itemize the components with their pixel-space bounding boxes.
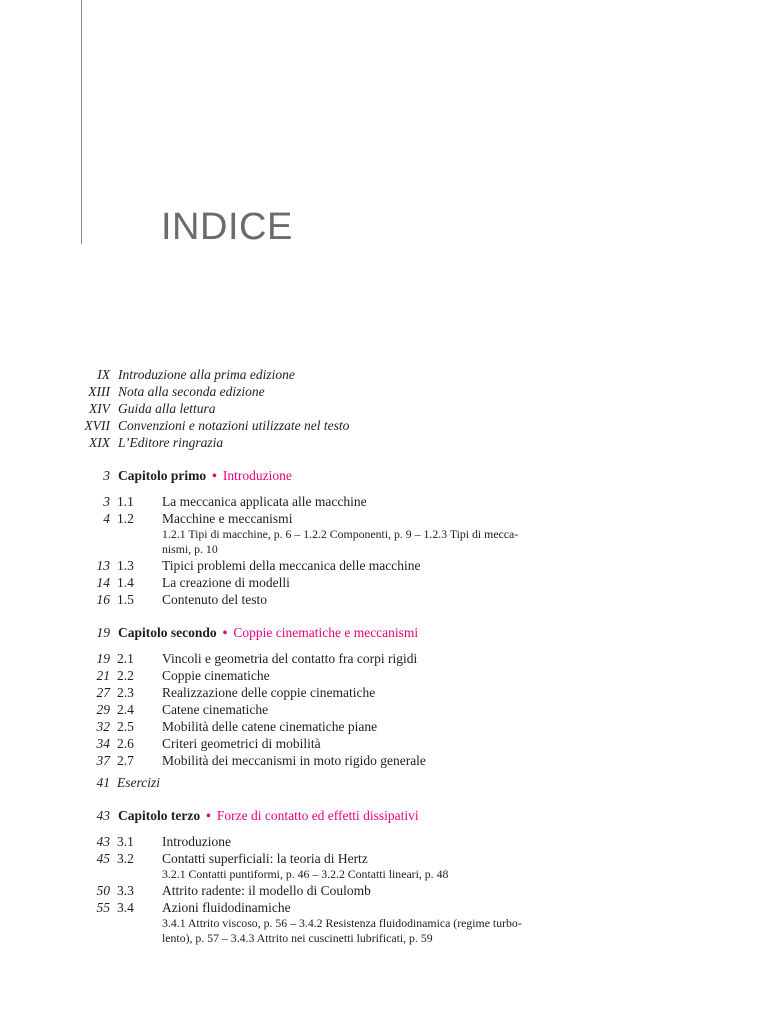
chapter-heading-2[interactable] [0, 623, 768, 643]
section-title: Macchine e meccanismi [162, 511, 293, 526]
chapter-label: Capitolo primo [118, 468, 207, 483]
section-number: 1.5 [117, 592, 134, 607]
page-number: 14 [96, 575, 110, 590]
subsection-line: 3.4.1 Attrito viscoso, p. 56 – 3.4.2 Resistenza fluidodinamica (regime turbo- [162, 916, 522, 930]
page-number: XVII [84, 418, 110, 433]
vertical-rule [81, 0, 82, 244]
section-number: 3.2 [117, 851, 134, 866]
subsection-list [0, 867, 768, 882]
section-number: 3.1 [117, 834, 134, 849]
page-title: INDICE [161, 206, 293, 248]
section-title: Vincoli e geometria del contatto fra corpi rigidi [162, 651, 418, 666]
section-title: Tipici problemi della meccanica delle macchine [162, 558, 421, 573]
exercises-title: Esercizi [117, 775, 160, 790]
section-number: 2.5 [117, 719, 134, 734]
section-title: Introduzione [162, 834, 231, 849]
entry-title: Nota alla seconda edizione [118, 384, 265, 399]
page-number: 45 [96, 851, 110, 866]
page-number: 32 [96, 719, 110, 734]
section-number: 2.2 [117, 668, 134, 683]
subsection-list [0, 916, 768, 931]
page-number: 41 [96, 775, 110, 790]
section-title: Attrito radente: il modello di Coulomb [162, 883, 371, 898]
toc-section[interactable] [0, 833, 768, 850]
page-number: 34 [96, 736, 110, 751]
page-number: XIV [89, 401, 110, 416]
page-number: IX [97, 367, 110, 382]
toc-entry[interactable] [0, 434, 768, 451]
section-title: Catene cinematiche [162, 702, 269, 717]
page-number: 3 [103, 494, 110, 509]
toc-entry[interactable] [0, 383, 768, 400]
subsection-list [0, 931, 768, 946]
toc-section[interactable] [0, 510, 768, 527]
page-number: 13 [96, 558, 110, 573]
page-number: 3 [103, 468, 110, 483]
page-number: 21 [96, 668, 110, 683]
chapter-title: Forze di contatto ed effetti dissipativi [216, 808, 419, 823]
section-title: Criteri geometrici di mobilità [162, 736, 321, 751]
front-matter [0, 366, 768, 451]
section-number: 1.4 [117, 575, 134, 590]
toc-section[interactable] [0, 701, 768, 718]
chapter-label: Capitolo terzo [118, 808, 201, 823]
page-number: 29 [96, 702, 110, 717]
toc-section[interactable] [0, 882, 768, 899]
page-number: 55 [96, 900, 110, 915]
chapter-title: Introduzione [222, 468, 292, 483]
section-title: Contatti superficiali: la teoria di Hertz [162, 851, 368, 866]
page-number: 50 [96, 883, 110, 898]
page-number: XIX [89, 435, 110, 450]
entry-title: Convenzioni e notazioni utilizzate nel testo [118, 418, 350, 433]
page-number: 43 [96, 808, 110, 823]
subsection-line: 3.2.1 Contatti puntiformi, p. 46 – 3.2.2 Contatti lineari, p. 48 [162, 867, 449, 881]
section-title: Coppie cinematiche [162, 668, 270, 683]
section-title: Mobilità delle catene cinematiche piane [162, 719, 378, 734]
chapter-heading-3[interactable] [0, 806, 768, 826]
page-number: 4 [103, 511, 110, 526]
section-title: La creazione di modelli [162, 575, 290, 590]
section-title: Realizzazione delle coppie cinematiche [162, 685, 376, 700]
section-title: La meccanica applicata alle macchine [162, 494, 367, 509]
section-number: 3.4 [117, 900, 134, 915]
entry-title: L’Editore ringrazia [118, 435, 224, 450]
section-number: 2.4 [117, 702, 134, 717]
subsection-list [0, 542, 768, 557]
section-number: 2.6 [117, 736, 134, 751]
section-number: 2.3 [117, 685, 134, 700]
table-of-contents [0, 366, 768, 946]
toc-section[interactable] [0, 650, 768, 667]
page-number: XIII [88, 384, 110, 399]
page-number: 37 [96, 753, 110, 768]
toc-section[interactable] [0, 718, 768, 735]
page-number: 16 [96, 592, 110, 607]
bullet-separator: • [206, 808, 211, 823]
toc-section[interactable] [0, 735, 768, 752]
section-number: 1.1 [117, 494, 134, 509]
toc-section[interactable] [0, 574, 768, 591]
section-number: 3.3 [117, 883, 134, 898]
section-number: 1.3 [117, 558, 134, 573]
toc-entry[interactable] [0, 366, 768, 383]
toc-section[interactable] [0, 493, 768, 510]
chapter-heading-1[interactable] [0, 466, 768, 486]
toc-section[interactable] [0, 667, 768, 684]
toc-section[interactable] [0, 557, 768, 574]
section-number: 2.1 [117, 651, 134, 666]
page-number: 43 [96, 834, 110, 849]
subsection-line: 1.2.1 Tipi di macchine, p. 6 – 1.2.2 Componenti, p. 9 – 1.2.3 Tipi di mecca- [162, 527, 519, 541]
toc-section[interactable] [0, 752, 768, 769]
subsection-line: nismi, p. 10 [162, 542, 218, 556]
toc-section[interactable] [0, 899, 768, 916]
page-number: 19 [96, 625, 110, 640]
toc-section[interactable] [0, 591, 768, 608]
toc-entry[interactable] [0, 400, 768, 417]
bullet-separator: • [212, 468, 217, 483]
section-number: 2.7 [117, 753, 134, 768]
entry-title: Introduzione alla prima edizione [118, 367, 295, 382]
toc-section[interactable] [0, 684, 768, 701]
page-number: 19 [96, 651, 110, 666]
section-title: Contenuto del testo [162, 592, 267, 607]
toc-entry[interactable] [0, 417, 768, 434]
subsection-line: lento), p. 57 – 3.4.3 Attrito nei cuscinetti lubrificati, p. 59 [162, 931, 433, 945]
toc-exercises[interactable] [0, 774, 768, 791]
chapter-title: Coppie cinematiche e meccanismi [233, 625, 419, 640]
section-title: Azioni fluidodinamiche [162, 900, 291, 915]
page-number: 27 [96, 685, 110, 700]
chapter-label: Capitolo secondo [118, 625, 217, 640]
entry-title: Guida alla lettura [118, 401, 216, 416]
subsection-list [0, 527, 768, 542]
section-number: 1.2 [117, 511, 134, 526]
bullet-separator: • [222, 625, 228, 640]
section-title: Mobilità dei meccanismi in moto rigido generale [162, 753, 426, 768]
toc-section[interactable] [0, 850, 768, 867]
